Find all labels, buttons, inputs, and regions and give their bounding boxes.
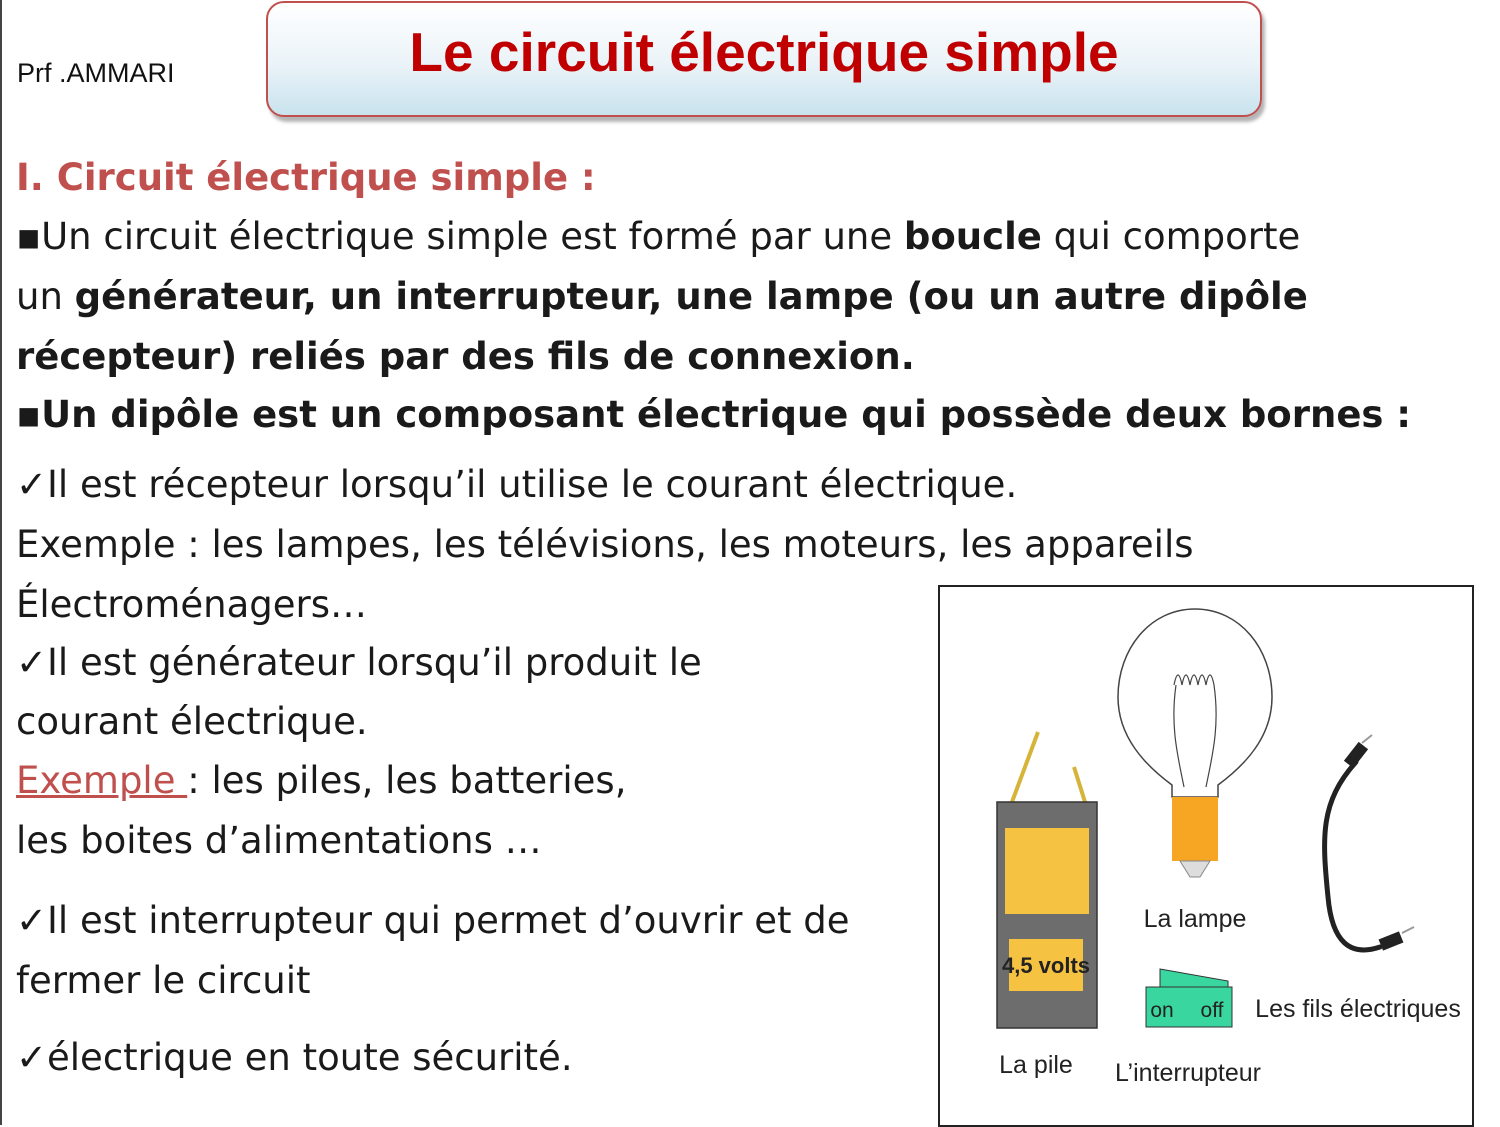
- check-icon: ✓: [16, 641, 48, 684]
- generateur-item: [16, 633, 702, 693]
- switch-off-label: off: [1200, 999, 1224, 1022]
- text: électrique en toute sécurité.: [47, 1036, 573, 1079]
- check-icon: ✓: [16, 899, 48, 942]
- generateur-example-2: les boites d’alimentations …: [16, 819, 542, 862]
- switch-on-label: on: [1150, 999, 1174, 1022]
- definition-line-3: récepteur) reliés par des fils de connexion.: [16, 335, 915, 378]
- square-bullet-icon: ▪: [16, 215, 42, 258]
- text: qui comporte: [1041, 215, 1301, 258]
- check-icon: ✓: [16, 1036, 48, 1079]
- author-label: Prf .AMMARI: [17, 58, 175, 88]
- battery-terminal: [1074, 767, 1085, 802]
- text: un: [16, 275, 75, 318]
- battery-terminal: [1012, 732, 1038, 802]
- text: : les piles, les batteries,: [187, 759, 627, 802]
- components-drawing: [940, 587, 1472, 1125]
- wire-icon: [1325, 735, 1414, 951]
- recepteur-example-1: Exemple : les lampes, les télévisions, les moteurs, les appareils: [16, 523, 1194, 566]
- recepteur-item: [16, 455, 1017, 515]
- components-illustration: [938, 585, 1474, 1127]
- text: Il est récepteur lorsqu’il utilise le courant électrique.: [47, 463, 1018, 506]
- battery-panel: [1005, 828, 1089, 914]
- switch-lever: [1160, 969, 1228, 989]
- lamp-label: La lampe: [1143, 905, 1247, 933]
- recepteur-example-2: Électroménagers…: [16, 583, 367, 626]
- text: Un circuit électrique simple est formé par une: [41, 215, 904, 258]
- text: Il est générateur lorsqu’il produit le: [47, 641, 702, 684]
- battery-label: La pile: [999, 1051, 1073, 1079]
- section-heading: I. Circuit électrique simple :: [16, 156, 596, 199]
- page-border: [0, 0, 2, 1125]
- interrupteur-item-2: fermer le circuit: [16, 959, 311, 1002]
- text-bold: Un dipôle est un composant électrique qui possède deux bornes :: [41, 393, 1412, 436]
- text: Il est interrupteur qui permet d’ouvrir et de: [47, 899, 850, 942]
- page-title: Le circuit électrique simple: [409, 21, 1119, 83]
- example-link[interactable]: Exemple: [16, 759, 188, 802]
- square-bullet-icon: ▪: [16, 393, 42, 436]
- text-bold: générateur, un interrupteur, une lampe (ou un autre dipôle: [74, 275, 1308, 318]
- definition-line-2: [16, 267, 1308, 327]
- battery-value: 4,5 volts: [1001, 953, 1091, 978]
- lamp-icon: [1118, 609, 1272, 877]
- text-bold: boucle: [903, 215, 1042, 258]
- generateur-item-2: courant électrique.: [16, 700, 368, 743]
- title-banner: [266, 1, 1262, 117]
- interrupteur-item: [16, 891, 850, 951]
- dipole-definition: [16, 385, 1411, 445]
- definition-line-1: [16, 207, 1300, 267]
- wires-label: Les fils électriques: [1255, 995, 1461, 1023]
- check-icon: ✓: [16, 463, 48, 506]
- generateur-example: [16, 751, 626, 811]
- securite-item: [16, 1028, 573, 1088]
- switch-label: L’interrupteur: [1115, 1059, 1261, 1087]
